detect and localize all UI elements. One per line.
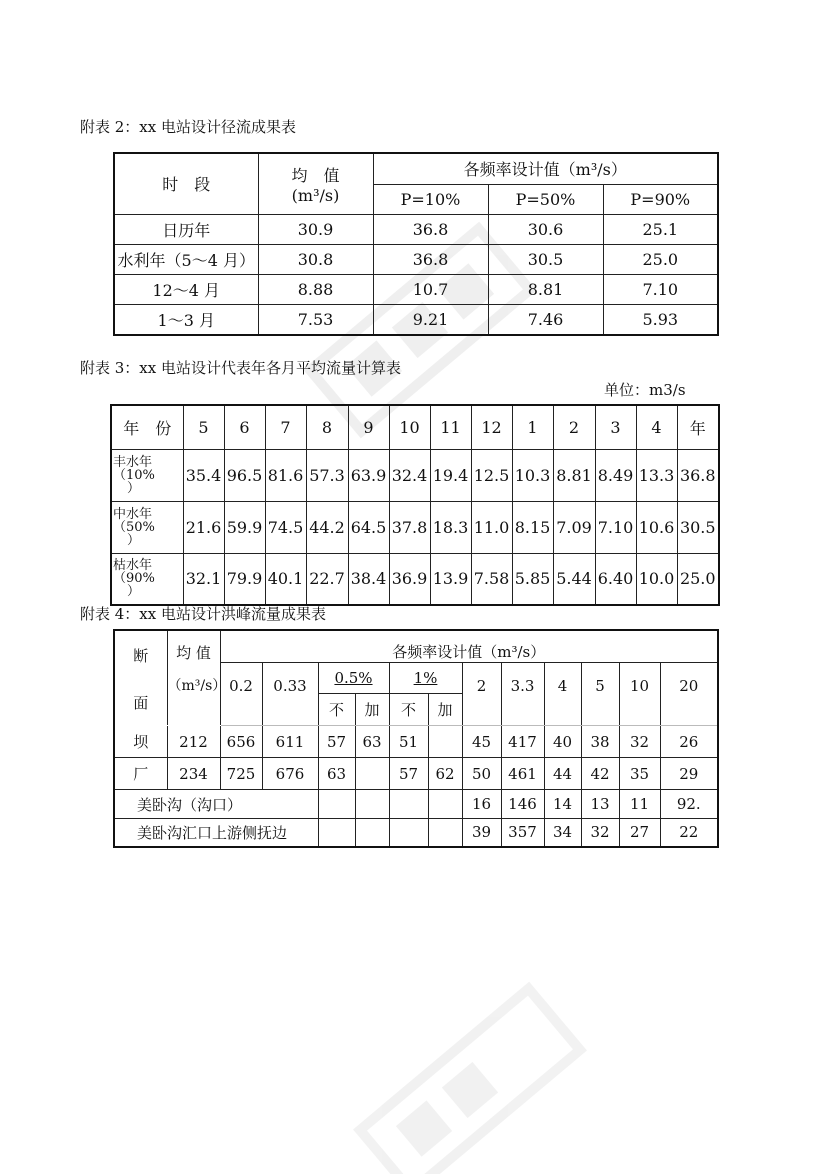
table-row (114, 244, 718, 274)
cell: 30.5 (677, 501, 719, 553)
cell: 9.21 (373, 304, 488, 335)
cell: 44 (544, 758, 581, 790)
cell: 74.5 (265, 501, 306, 553)
table2-caption: 附表 2：xx 电站设计径流成果表 (80, 118, 296, 136)
cell: 725 (220, 758, 262, 790)
cell: 7.46 (488, 304, 603, 335)
row-label-line: ） (127, 532, 141, 548)
mean-header (258, 153, 373, 214)
cell: 34 (544, 819, 581, 847)
cell: 13 (581, 790, 619, 819)
cell: 96.5 (224, 449, 265, 501)
month-header: 4 (636, 405, 677, 449)
section-header-line: 面 (133, 694, 149, 712)
cell: 7.10 (595, 501, 636, 553)
cell: 5.44 (553, 553, 595, 605)
mean-header-label: 均 值 (291, 165, 340, 185)
cell: 16 (462, 790, 501, 819)
cell: 22 (660, 819, 718, 847)
month-header: 7 (265, 405, 306, 449)
freq-3.3: 3.3 (501, 663, 544, 726)
cell: 37.8 (389, 501, 430, 553)
cell: 27 (619, 819, 660, 847)
table4-caption: 附表 4：xx 电站设计洪峰流量成果表 (80, 605, 327, 623)
freq-header: 各频率设计值（m³/s） (373, 153, 718, 184)
row-label (111, 553, 183, 605)
cell: 22.7 (306, 553, 348, 605)
row-label-line: 中水年 (113, 506, 153, 522)
cell (428, 790, 462, 819)
cell: 42 (581, 758, 619, 790)
cell (355, 790, 389, 819)
cell: 7.09 (553, 501, 595, 553)
cell: 32 (619, 726, 660, 758)
cell: 39 (462, 819, 501, 847)
mean-header (167, 630, 227, 726)
freq-0.5 (318, 663, 389, 694)
cell: 26 (660, 726, 718, 758)
monthly-flow-table (110, 404, 720, 606)
cell (355, 819, 389, 847)
cell: 6.40 (595, 553, 636, 605)
table-header-row (111, 405, 719, 449)
cell: 212 (167, 726, 220, 758)
cell: 63.9 (348, 449, 389, 501)
cell: 18.3 (430, 501, 471, 553)
cell (318, 790, 355, 819)
cell: 25.0 (603, 244, 718, 274)
month-header: 9 (348, 405, 389, 449)
table-row (114, 726, 718, 758)
cell: 32.4 (389, 449, 430, 501)
cell: 63 (355, 726, 389, 758)
cell: 13.3 (636, 449, 677, 501)
freq-4: 4 (544, 663, 581, 726)
row-label: 12～4 月 (114, 274, 258, 304)
cell: 25.1 (603, 214, 718, 244)
flood-peak-table (113, 629, 719, 848)
cell: 36.8 (677, 449, 719, 501)
cell (428, 726, 462, 758)
cell (355, 758, 389, 790)
cell: 7.58 (471, 553, 512, 605)
cell (318, 819, 355, 847)
table3-caption: 附表 3：xx 电站设计代表年各月平均流量计算表 (80, 359, 402, 377)
cell: 59.9 (224, 501, 265, 553)
row-label: 坝 (114, 726, 167, 758)
section-header (114, 630, 167, 726)
cell: 357 (501, 819, 544, 847)
cell: 234 (167, 758, 220, 790)
table-row (114, 819, 718, 847)
p10-header: P=10% (373, 184, 488, 214)
table-row (114, 758, 718, 790)
year-header: 年 份 (111, 405, 183, 449)
cell: 57.3 (306, 449, 348, 501)
cell: 7.10 (603, 274, 718, 304)
cell: 30.8 (258, 244, 373, 274)
month-header: 2 (553, 405, 595, 449)
row-label-line: （10% (113, 467, 155, 483)
month-header: 5 (183, 405, 224, 449)
cell: 656 (220, 726, 262, 758)
cell: 30.6 (488, 214, 603, 244)
row-label-line: （50% (113, 519, 155, 535)
month-header: 11 (430, 405, 471, 449)
row-label: 美卧沟汇口上游侧抚边 (114, 819, 318, 847)
cell: 45 (462, 726, 501, 758)
cell: 38 (581, 726, 619, 758)
unit-label: 单位：m3/s (604, 381, 686, 399)
cell: 57 (389, 758, 428, 790)
cell: 8.88 (258, 274, 373, 304)
cell: 64.5 (348, 501, 389, 553)
cell: 81.6 (265, 449, 306, 501)
cell: 40 (544, 726, 581, 758)
row-label-line: ） (127, 480, 141, 496)
cell: 30.9 (258, 214, 373, 244)
cell: 12.5 (471, 449, 512, 501)
row-label-line: 丰水年 (113, 454, 153, 470)
month-header: 10 (389, 405, 430, 449)
mean-header-label: 均 值 (176, 644, 211, 662)
cell (389, 790, 428, 819)
month-header: 3 (595, 405, 636, 449)
sub-add: 加 (428, 694, 462, 726)
cell: 7.53 (258, 304, 373, 335)
cell: 92. (660, 790, 718, 819)
freq-header: 各频率设计值（m³/s） (220, 630, 718, 663)
mean-header-unit: （m³/s） (167, 678, 227, 694)
cell: 10.6 (636, 501, 677, 553)
cell: 50 (462, 758, 501, 790)
freq-10: 10 (619, 663, 660, 726)
cell: 36.8 (373, 214, 488, 244)
freq-0.5-label: 0.5% (334, 669, 373, 687)
cell: 13.9 (430, 553, 471, 605)
cell: 11.0 (471, 501, 512, 553)
cell: 8.81 (553, 449, 595, 501)
cell: 611 (262, 726, 318, 758)
table-row (114, 214, 718, 244)
month-header: 6 (224, 405, 265, 449)
cell: 51 (389, 726, 428, 758)
table-row (111, 501, 719, 553)
runoff-table (113, 152, 719, 336)
table-row (114, 790, 718, 819)
p90-header: P=90% (603, 184, 718, 214)
row-label (111, 449, 183, 501)
sub-no: 不 (389, 694, 428, 726)
row-label (111, 501, 183, 553)
month-header: 12 (471, 405, 512, 449)
cell: 461 (501, 758, 544, 790)
freq-20: 20 (660, 663, 718, 726)
cell: 63 (318, 758, 355, 790)
cell: 38.4 (348, 553, 389, 605)
row-label-line: （90% (113, 571, 155, 587)
mean-header-unit: (m³/s) (291, 185, 340, 205)
cell: 10.7 (373, 274, 488, 304)
freq-1-label: 1% (413, 669, 438, 687)
cell: 10.3 (512, 449, 553, 501)
table-row (114, 274, 718, 304)
table-row (114, 304, 718, 335)
cell: 35.4 (183, 449, 224, 501)
freq-0.2: 0.2 (220, 663, 262, 726)
row-label-line: ） (127, 584, 141, 600)
p50-header: P=50% (488, 184, 603, 214)
cell: 25.0 (677, 553, 719, 605)
cell: 5.85 (512, 553, 553, 605)
row-label-line: 枯水年 (113, 558, 153, 574)
watermark-stamp (360, 989, 580, 1174)
cell: 35 (619, 758, 660, 790)
cell (389, 819, 428, 847)
period-header: 时 段 (114, 153, 258, 214)
cell: 417 (501, 726, 544, 758)
sub-add: 加 (355, 694, 389, 726)
freq-2: 2 (462, 663, 501, 726)
cell: 5.93 (603, 304, 718, 335)
cell: 8.15 (512, 501, 553, 553)
cell: 40.1 (265, 553, 306, 605)
cell: 30.5 (488, 244, 603, 274)
cell: 11 (619, 790, 660, 819)
cell: 29 (660, 758, 718, 790)
cell: 44.2 (306, 501, 348, 553)
row-label: 日历年 (114, 214, 258, 244)
cell: 79.9 (224, 553, 265, 605)
annual-header: 年 (677, 405, 719, 449)
month-header: 8 (306, 405, 348, 449)
cell: 14 (544, 790, 581, 819)
cell: 8.49 (595, 449, 636, 501)
section-header-line: 断 (133, 647, 149, 665)
row-label: 水利年（5～4 月） (114, 244, 258, 274)
cell: 21.6 (183, 501, 224, 553)
cell: 19.4 (430, 449, 471, 501)
cell: 676 (262, 758, 318, 790)
cell: 146 (501, 790, 544, 819)
cell: 8.81 (488, 274, 603, 304)
table-row (111, 449, 719, 501)
row-label: 1～3 月 (114, 304, 258, 335)
cell (428, 819, 462, 847)
freq-1 (389, 663, 462, 694)
freq-0.33: 0.33 (262, 663, 318, 726)
freq-5: 5 (581, 663, 619, 726)
row-label: 厂 (114, 758, 167, 790)
cell: 36.9 (389, 553, 430, 605)
sub-no: 不 (318, 694, 355, 726)
cell: 32 (581, 819, 619, 847)
cell: 36.8 (373, 244, 488, 274)
cell: 10.0 (636, 553, 677, 605)
cell: 57 (318, 726, 355, 758)
row-label: 美卧沟（沟口） (114, 790, 318, 819)
cell: 32.1 (183, 553, 224, 605)
month-header: 1 (512, 405, 553, 449)
cell: 62 (428, 758, 462, 790)
table-row (111, 553, 719, 605)
